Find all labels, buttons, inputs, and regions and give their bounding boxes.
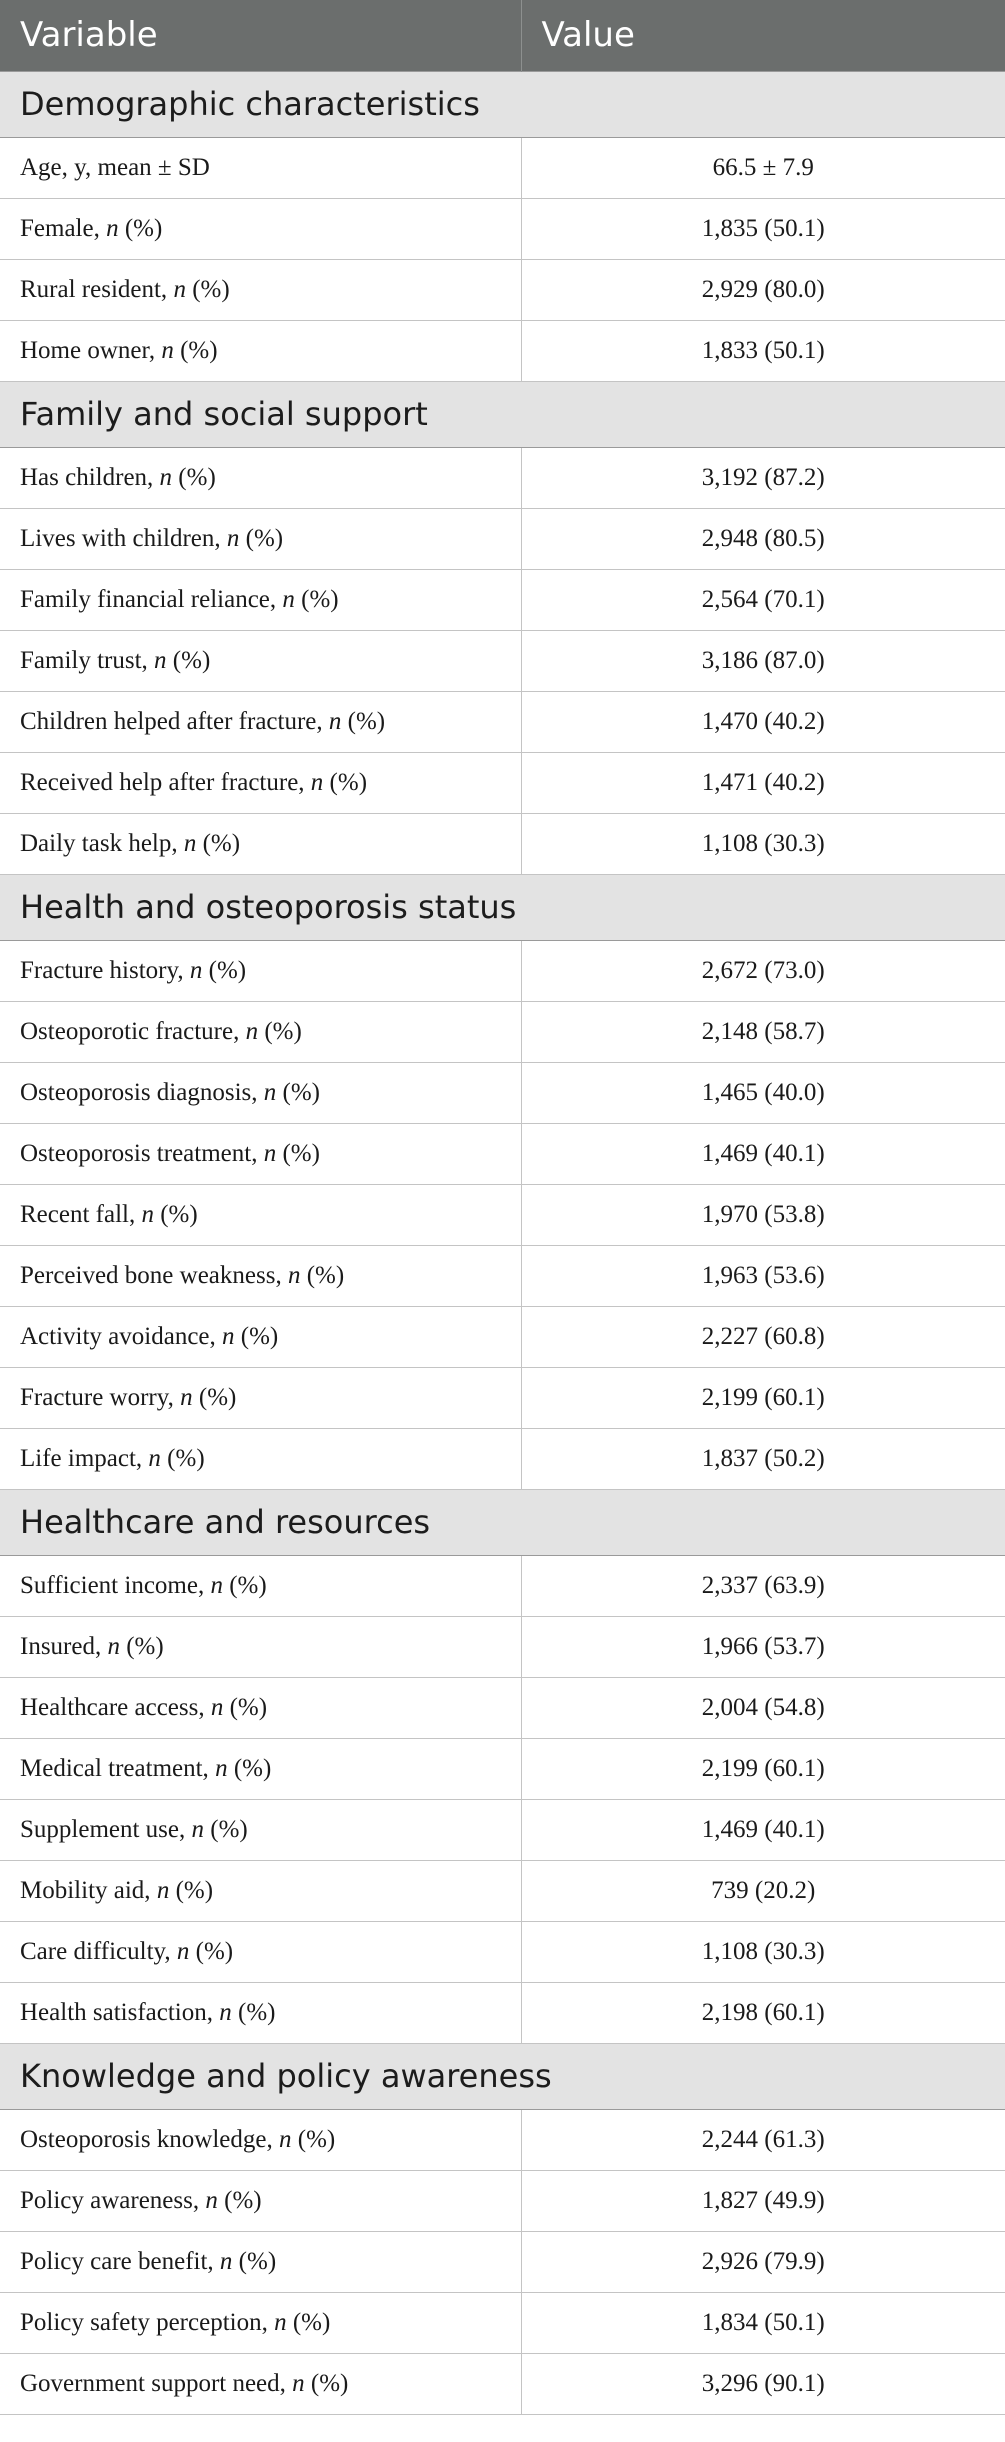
table-row	[0, 2109, 1005, 2170]
value-cell: 1,834 (50.1)	[521, 2292, 1005, 2353]
variable-label: Osteoporosis knowledge,	[20, 2125, 273, 2153]
table-row	[0, 259, 1005, 320]
section-header-row	[0, 874, 1005, 940]
percent-suffix: (%)	[195, 1937, 234, 1965]
value-cell: 1,837 (50.2)	[521, 1428, 1005, 1489]
variable-cell	[0, 1860, 521, 1921]
variable-label: Received help after fracture,	[20, 768, 305, 796]
value-cell: 1,469 (40.1)	[521, 1799, 1005, 1860]
variable-cell	[0, 940, 521, 1001]
n-symbol: n	[292, 2369, 305, 2397]
value-cell: 1,471 (40.2)	[521, 752, 1005, 813]
value-cell: 2,199 (60.1)	[521, 1738, 1005, 1799]
table-header-row	[0, 0, 1005, 71]
n-symbol: n	[106, 214, 119, 242]
table-row	[0, 2292, 1005, 2353]
variable-cell	[0, 569, 521, 630]
percent-suffix: (%)	[224, 2186, 262, 2214]
value-cell: 3,186 (87.0)	[521, 630, 1005, 691]
percent-suffix: (%)	[167, 1444, 205, 1472]
variable-cell	[0, 2231, 521, 2292]
variable-cell	[0, 1062, 521, 1123]
value-cell: 2,244 (61.3)	[521, 2109, 1005, 2170]
variable-label: Children helped after fracture,	[20, 707, 323, 735]
n-symbol: n	[173, 275, 186, 303]
variable-label: Government support need,	[20, 2369, 286, 2397]
value-cell: 1,108 (30.3)	[521, 1921, 1005, 1982]
variable-cell	[0, 813, 521, 874]
table-row	[0, 1555, 1005, 1616]
value-cell: 2,199 (60.1)	[521, 1367, 1005, 1428]
table-row	[0, 1001, 1005, 1062]
value-cell: 739 (20.2)	[521, 1860, 1005, 1921]
variable-label: Rural resident,	[20, 275, 168, 303]
percent-suffix: (%)	[240, 1322, 279, 1350]
n-symbol: n	[148, 1444, 161, 1472]
table-row	[0, 691, 1005, 752]
table-row	[0, 2353, 1005, 2414]
variable-label: Osteoporosis treatment,	[20, 1139, 258, 1167]
variable-cell	[0, 1367, 521, 1428]
percent-suffix: (%)	[126, 1632, 164, 1660]
variable-cell	[0, 752, 521, 813]
n-symbol: n	[263, 1139, 277, 1167]
percent-suffix: (%)	[229, 1571, 267, 1599]
variable-label: Has children,	[20, 463, 154, 491]
variable-label: Health satisfaction,	[20, 1998, 213, 2026]
variable-cell	[0, 1184, 521, 1245]
variable-cell	[0, 320, 521, 381]
value-cell: 66.5 ± 7.9	[521, 137, 1005, 198]
value-cell: 2,227 (60.8)	[521, 1306, 1005, 1367]
variable-label: Mobility aid,	[20, 1876, 151, 1904]
variable-label: Home owner,	[20, 336, 156, 364]
variable-label: Fracture history,	[20, 956, 184, 984]
variable-cell	[0, 1306, 521, 1367]
table-row	[0, 752, 1005, 813]
percent-suffix: (%)	[208, 956, 247, 984]
table-body	[0, 71, 1005, 2414]
percent-suffix: (%)	[238, 2247, 277, 2275]
table-row	[0, 1982, 1005, 2043]
variable-label: Family financial reliance,	[20, 585, 277, 613]
n-symbol: n	[189, 956, 203, 984]
n-symbol: n	[274, 2308, 287, 2336]
percent-suffix: (%)	[198, 1383, 237, 1411]
n-symbol: n	[219, 1998, 232, 2026]
table-row	[0, 2231, 1005, 2292]
section-header-row	[0, 1489, 1005, 1555]
table-row	[0, 137, 1005, 198]
n-symbol: n	[161, 336, 174, 364]
n-symbol: n	[210, 1693, 224, 1721]
section-title: Family and social support	[0, 381, 1005, 447]
value-cell: 2,926 (79.9)	[521, 2231, 1005, 2292]
table-row	[0, 508, 1005, 569]
variable-cell	[0, 630, 521, 691]
n-symbol: n	[245, 1017, 259, 1045]
variable-cell	[0, 2170, 521, 2231]
table-row	[0, 1738, 1005, 1799]
variable-cell	[0, 1428, 521, 1489]
n-symbol: n	[328, 707, 342, 735]
percent-suffix: (%)	[160, 1200, 198, 1228]
variable-cell	[0, 1123, 521, 1184]
table-row	[0, 1123, 1005, 1184]
percent-suffix: (%)	[180, 336, 218, 364]
variable-cell	[0, 137, 521, 198]
n-symbol: n	[176, 1937, 190, 1965]
variable-label: Insured,	[20, 1632, 102, 1660]
value-cell: 1,827 (49.9)	[521, 2170, 1005, 2231]
percent-suffix: (%)	[292, 2308, 331, 2336]
n-symbol: n	[263, 1078, 277, 1106]
section-header-row	[0, 2043, 1005, 2109]
n-symbol: n	[210, 1571, 223, 1599]
variable-cell	[0, 1738, 521, 1799]
value-cell: 1,835 (50.1)	[521, 198, 1005, 259]
table-row	[0, 447, 1005, 508]
value-cell: 1,963 (53.6)	[521, 1245, 1005, 1306]
variable-label: Osteoporosis diagnosis,	[20, 1078, 258, 1106]
percent-suffix: (%)	[347, 707, 386, 735]
table-row	[0, 630, 1005, 691]
n-symbol: n	[183, 829, 197, 857]
n-symbol: n	[222, 1322, 235, 1350]
variable-label: Lives with children,	[20, 524, 221, 552]
n-symbol: n	[154, 646, 167, 674]
variable-label: Perceived bone weakness,	[20, 1261, 282, 1289]
variable-cell	[0, 1982, 521, 2043]
variable-cell	[0, 691, 521, 752]
variable-cell	[0, 1616, 521, 1677]
table-row	[0, 940, 1005, 1001]
percent-suffix: (%)	[202, 829, 241, 857]
variable-label: Policy care benefit,	[20, 2247, 214, 2275]
n-symbol: n	[215, 1754, 228, 1782]
variable-label: Female,	[20, 214, 100, 242]
variable-label: Supplement use,	[20, 1815, 186, 1843]
n-symbol: n	[107, 1632, 120, 1660]
table-row	[0, 1921, 1005, 1982]
section-header-row	[0, 381, 1005, 447]
variable-cell	[0, 1245, 521, 1306]
n-symbol: n	[156, 1876, 170, 1904]
table-row	[0, 320, 1005, 381]
value-cell: 1,469 (40.1)	[521, 1123, 1005, 1184]
section-title: Demographic characteristics	[0, 71, 1005, 137]
table-row	[0, 1062, 1005, 1123]
section-title: Knowledge and policy awareness	[0, 2043, 1005, 2109]
section-title: Healthcare and resources	[0, 1489, 1005, 1555]
table-row	[0, 1245, 1005, 1306]
variable-label: Fracture worry,	[20, 1383, 174, 1411]
percent-suffix: (%)	[245, 524, 284, 552]
value-cell: 1,465 (40.0)	[521, 1062, 1005, 1123]
variable-label: Daily task help,	[20, 829, 178, 857]
table-row	[0, 1799, 1005, 1860]
variable-cell	[0, 1555, 521, 1616]
variable-cell	[0, 2353, 521, 2414]
percent-suffix: (%)	[282, 1078, 320, 1106]
percent-suffix: (%)	[172, 646, 211, 674]
value-cell: 2,198 (60.1)	[521, 1982, 1005, 2043]
table-row	[0, 1184, 1005, 1245]
percent-suffix: (%)	[233, 1754, 272, 1782]
value-cell: 2,564 (70.1)	[521, 569, 1005, 630]
n-symbol: n	[191, 1815, 205, 1843]
variable-cell	[0, 508, 521, 569]
variable-cell	[0, 2292, 521, 2353]
value-cell: 1,970 (53.8)	[521, 1184, 1005, 1245]
variable-label: Recent fall,	[20, 1200, 136, 1228]
percent-suffix: (%)	[124, 214, 163, 242]
variable-label: Life impact,	[20, 1444, 143, 1472]
table-row	[0, 1428, 1005, 1489]
percent-suffix: (%)	[178, 463, 216, 491]
variable-cell	[0, 259, 521, 320]
variable-label: Family trust,	[20, 646, 148, 674]
table-row	[0, 1367, 1005, 1428]
value-cell: 3,192 (87.2)	[521, 447, 1005, 508]
value-cell: 1,966 (53.7)	[521, 1616, 1005, 1677]
percent-suffix: (%)	[175, 1876, 214, 1904]
column-header-value: Value	[521, 0, 1005, 71]
percent-suffix: (%)	[301, 585, 339, 613]
table-row	[0, 1860, 1005, 1921]
variable-cell	[0, 1001, 521, 1062]
variable-label: Medical treatment,	[20, 1754, 209, 1782]
percent-suffix: (%)	[264, 1017, 302, 1045]
variable-label: Sufficient income,	[20, 1571, 205, 1599]
value-cell: 1,833 (50.1)	[521, 320, 1005, 381]
variable-label: Care difficulty,	[20, 1937, 171, 1965]
variable-cell	[0, 2109, 521, 2170]
table-row	[0, 2170, 1005, 2231]
percent-suffix: (%)	[192, 275, 230, 303]
percent-suffix: (%)	[306, 1261, 345, 1289]
value-cell: 1,108 (30.3)	[521, 813, 1005, 874]
variable-cell	[0, 1799, 521, 1860]
value-cell: 2,672 (73.0)	[521, 940, 1005, 1001]
percent-suffix: (%)	[282, 1139, 320, 1167]
table-row	[0, 1616, 1005, 1677]
table-row	[0, 813, 1005, 874]
n-symbol: n	[219, 2247, 233, 2275]
variable-label: Age, y, mean ± SD	[20, 153, 210, 181]
variable-cell	[0, 447, 521, 508]
percent-suffix: (%)	[229, 1693, 268, 1721]
n-symbol: n	[159, 463, 173, 491]
section-header-row	[0, 71, 1005, 137]
n-symbol: n	[205, 2186, 218, 2214]
value-cell: 2,148 (58.7)	[521, 1001, 1005, 1062]
n-symbol: n	[279, 2125, 292, 2153]
variable-label: Policy awareness,	[20, 2186, 200, 2214]
value-cell: 2,948 (80.5)	[521, 508, 1005, 569]
value-cell: 2,337 (63.9)	[521, 1555, 1005, 1616]
variable-cell	[0, 1677, 521, 1738]
percent-suffix: (%)	[310, 2369, 349, 2397]
n-symbol: n	[310, 768, 324, 796]
variable-cell	[0, 1921, 521, 1982]
value-cell: 1,470 (40.2)	[521, 691, 1005, 752]
table-row	[0, 1306, 1005, 1367]
value-cell: 2,929 (80.0)	[521, 259, 1005, 320]
column-header-variable: Variable	[0, 0, 521, 71]
percent-suffix: (%)	[297, 2125, 336, 2153]
variable-cell	[0, 198, 521, 259]
value-cell: 2,004 (54.8)	[521, 1677, 1005, 1738]
variable-label: Healthcare access,	[20, 1693, 205, 1721]
n-symbol: n	[180, 1383, 193, 1411]
variable-label: Osteoporotic fracture,	[20, 1017, 240, 1045]
percent-suffix: (%)	[238, 1998, 276, 2026]
value-cell: 3,296 (90.1)	[521, 2353, 1005, 2414]
n-symbol: n	[282, 585, 295, 613]
table-row	[0, 569, 1005, 630]
variable-label: Activity avoidance,	[20, 1322, 216, 1350]
n-symbol: n	[226, 524, 240, 552]
variable-label: Policy safety perception,	[20, 2308, 268, 2336]
n-symbol: n	[287, 1261, 301, 1289]
section-title: Health and osteoporosis status	[0, 874, 1005, 940]
n-symbol: n	[141, 1200, 154, 1228]
percent-suffix: (%)	[210, 1815, 248, 1843]
table-row	[0, 198, 1005, 259]
table-row	[0, 1677, 1005, 1738]
percent-suffix: (%)	[329, 768, 368, 796]
